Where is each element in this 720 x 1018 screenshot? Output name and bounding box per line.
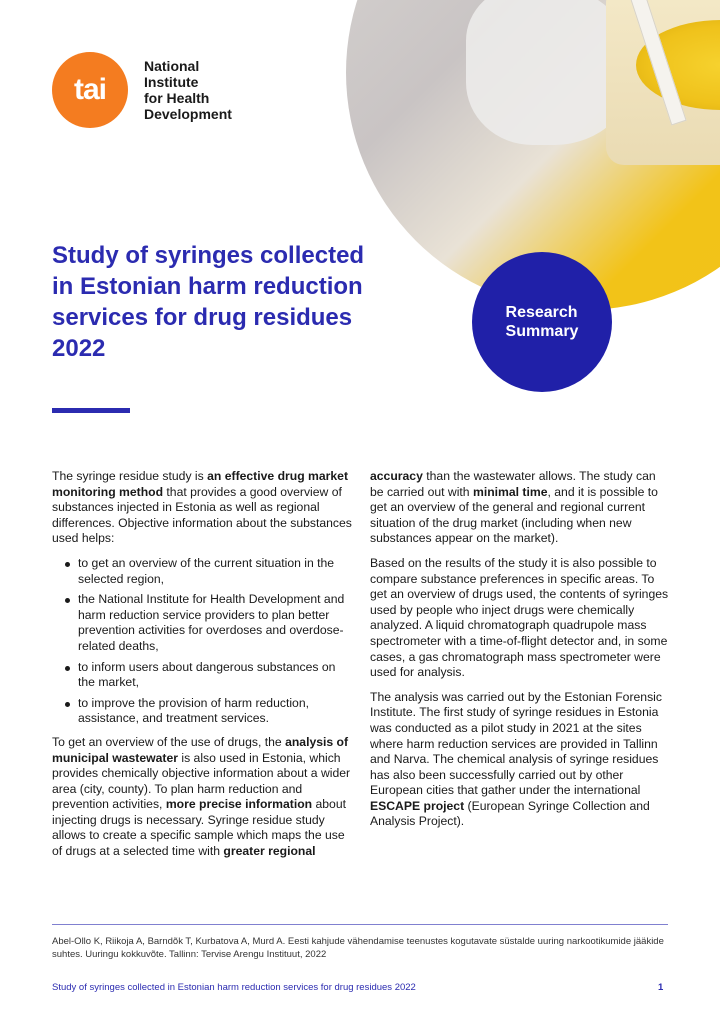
bold-emphasis: minimal time bbox=[472, 484, 548, 499]
accuracy-paragraph: accuracy than the wastewater allows. The study can be carried out with minimal time, and it is possible to get an overview of the general and regional current situation of the drug market (including when new substances appear on the market). bbox=[370, 469, 658, 546]
left-column bbox=[52, 469, 352, 869]
list-item: the National Institute for Health Development and harm reduction service providers to plan better prevention activities for overdoses and overdose-related deaths, bbox=[52, 592, 352, 654]
citation: Abel-Ollo K, Riikoja A, Barndõk T, Kurbatova A, Murd A. Eesti kahjude vähendamise teenustes kogutavate süstalde uuring narkootikumide jääkide suhtes. Uuringu kokkuvõte. Tallinn: Tervise Arengu Instituut, 2022 bbox=[52, 936, 664, 960]
bold-emphasis: greater regional bbox=[223, 844, 316, 859]
institute-name-line: Institute bbox=[144, 74, 199, 90]
list-item: to improve the provision of harm reduction, assistance, and treatment services. bbox=[52, 696, 352, 727]
methods-paragraph: Based on the results of the study it is also possible to compare substance preferences in specific areas. To get an overview of drugs used, the contents of syringes used by people who inject drugs were chemically analyzed. A liquid chromatograph quadrupole mass spectrometer with a time-of-flight detector and, in some cases, a gas chromatograph mass spectrometer were used for analysis. bbox=[370, 555, 669, 680]
institute-name-line: Development bbox=[144, 106, 232, 122]
title-underline bbox=[52, 408, 130, 413]
institute-name-line: for Health bbox=[144, 90, 210, 106]
tai-logo bbox=[52, 52, 128, 128]
intro-paragraph: The syringe residue study is an effective drug market monitoring method that provides a good overview of substances injected in Estonia as well as regional differences. Objective information about the substances used helps: bbox=[52, 469, 352, 546]
bold-emphasis: accuracy bbox=[370, 469, 423, 483]
list-item: to get an overview of the current situation in the selected region, bbox=[52, 556, 352, 587]
list-item: to inform users about dangerous substances on the market, bbox=[52, 660, 352, 691]
escape-paragraph: The analysis was carried out by the Estonian Forensic Institute. The first study of syringe residues in Estonia was conducted as a pilot study in 2021 at the sites where harm reduction services are provided in Tallinn and Narva. The chemical analysis of syringe residues has also been successfully carried out by other European cities that gather under the international ESCAPE project (European Syringe Collection and Analysis Project). bbox=[370, 689, 662, 829]
right-column bbox=[370, 469, 670, 839]
footer-title: Study of syringes collected in Estonian harm reduction services for drug residues 2022 bbox=[52, 982, 416, 993]
benefits-list bbox=[52, 556, 352, 727]
badge-line: Summary bbox=[505, 323, 579, 340]
institute-name bbox=[144, 58, 254, 122]
research-summary-badge bbox=[472, 252, 612, 392]
bold-emphasis: analysis of municipal wastewater bbox=[52, 734, 349, 765]
badge-line: Research bbox=[505, 304, 578, 321]
institute-name-line: National bbox=[144, 58, 200, 74]
bold-emphasis: more precise information bbox=[165, 797, 313, 812]
badge-text bbox=[506, 303, 579, 341]
document-title: Study of syringes collected in Estonian harm reduction services for drug residues 2022 bbox=[52, 242, 365, 362]
logo-mark: tai bbox=[73, 73, 106, 106]
bold-emphasis: an effective drug market monitoring method bbox=[52, 469, 349, 499]
wastewater-paragraph: To get an overview of the use of drugs, the analysis of municipal wastewater is also used in Estonia, which provides chemically objective information about a wider area (city, county). To plan harm reduction and prevention activities, more precise information about injecting drugs is necessary. Syringe residue study allows to create a specific sample which maps the use of drugs at a selected time with greater regional bbox=[52, 734, 351, 859]
bold-emphasis: ESCAPE project bbox=[370, 798, 465, 813]
page-number: 1 bbox=[658, 982, 664, 993]
footer-divider bbox=[52, 924, 668, 925]
